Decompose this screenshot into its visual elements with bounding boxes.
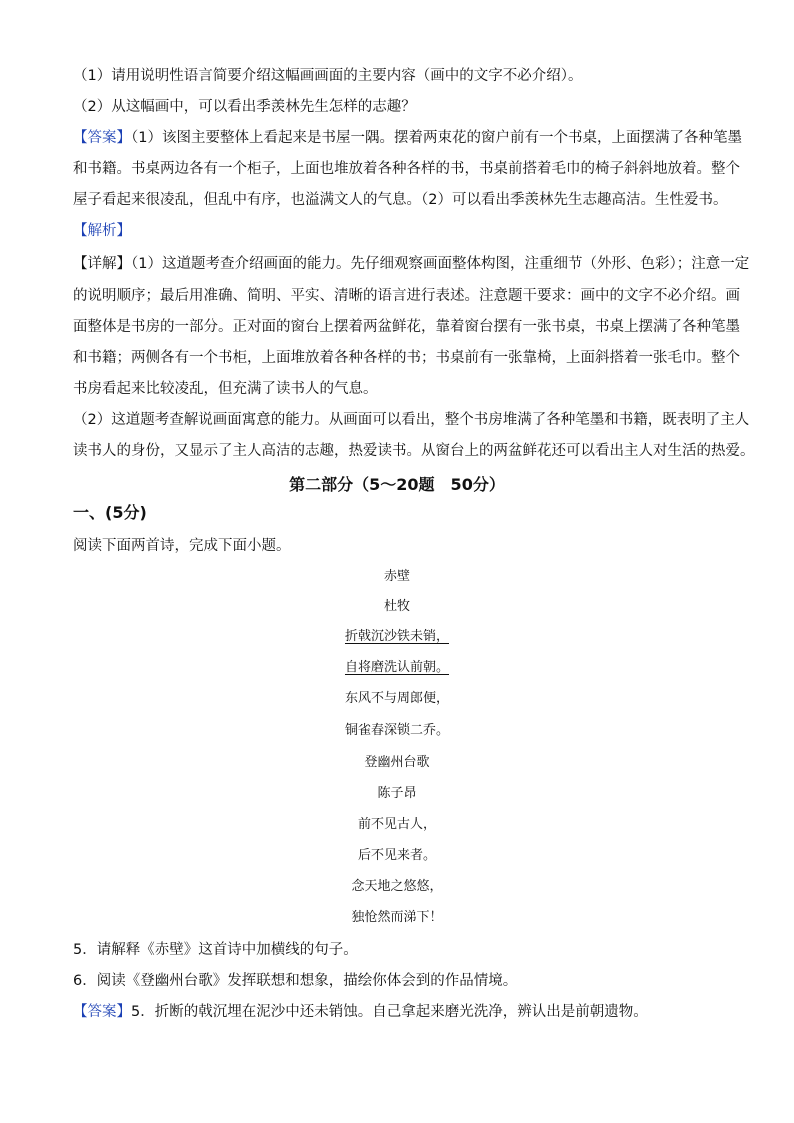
question-5: 5．请解释《赤壁》这首诗中加横线的句子。 [73,942,358,958]
answer-tag: 【答案】 [73,130,131,146]
answer-2-tag: 【答案】 [73,1004,131,1020]
poem2-line-1: 前不见古人， [357,817,436,832]
detail-line-7: 读书人的身份，又显示了主人高洁的志趣，热爱读书。从窗台上的两盆鲜花还可以看出主人对生活的热爱。 [73,443,755,459]
detail-tag: 【详解】 [73,256,131,272]
question-2: （2）从这幅画中，可以看出季羡林先生怎样的志趣？ [73,99,416,115]
answer-line-3: 屋子看起来很凌乱，但乱中有序，也溢满文人的气息。（2）可以看出季羡林先生志趣高洁。生性爱书。 [73,192,728,208]
answer-2-text: 5．折断的戟沉埋在泥沙中还未销蚀。自己拿起来磨光洗净，辨认出是前朝遗物。 [131,1004,648,1020]
detail-line-6: （2）这道题考查解说画面寓意的能力。从画面可以看出，整个书房堆满了各种笔墨和书籍，既表明了主人 [73,412,750,428]
poem2-line-2: 后不见来者。 [357,848,436,863]
poem1-title: 赤壁 [383,569,410,584]
poem1-line-1: 折戟沉沙铁未销， [344,629,449,644]
section-title: 一、(5分) [73,503,147,522]
analysis-tag: 【解析】 [73,223,131,239]
detail-line-5: 书房看起来比较凌乱，但充满了读书人的气息。 [73,381,378,397]
answer-line-2: 和书籍。书桌两边各有一个柜子，上面也堆放着各种各样的书，书桌前搭着毛巾的椅子斜斜地放着。整个 [73,161,740,177]
poem2-author: 陈子昂 [377,786,417,801]
detail-line-2: 的说明顺序；最后用准确、简明、平实、清晰的语言进行表述。注意题干要求：画中的文字不必介绍。画 [73,288,740,304]
answer-line-1 [73,128,742,148]
detail-line-3: 面整体是书房的一部分。正对面的窗台上摆着两盆鲜花，靠着窗台摆有一张书桌，书桌上摆满了各种笔墨 [73,319,740,335]
detail-line-4: 和书籍；两侧各有一个书柜，上面堆放着各种各样的书；书桌前有一张靠椅，上面斜搭着一张毛巾。整个 [73,350,740,366]
poem1-line-3: 东风不与周郎便， [344,691,449,706]
reading-instruction: 阅读下面两首诗，完成下面小题。 [73,538,291,554]
poem2-line-3: 念天地之悠悠， [351,879,443,894]
poem2-title: 登幽州台歌 [364,755,430,770]
poem1-line-2: 自将磨洗认前朝。 [344,660,449,675]
question-1: （1）请用说明性语言简要介绍这幅画画面的主要内容（画中的文字不必介绍）。 [73,68,583,84]
poem2-line-4: 独怆然而涕下！ [351,910,443,925]
poem1-line-4: 铜雀春深锁二乔。 [344,723,449,738]
answer-2-line [73,1002,733,1022]
part-heading: 第二部分（5～20题 50分） [289,475,505,494]
answer-text-1: （1）该图主要整体上看起来是书屋一隅。摆着两束花的窗户前有一个书桌，上面摆满了各种笔墨 [131,130,742,146]
poem1-author: 杜牧 [383,599,410,614]
detail-text-1: （1）这道题考查介绍画面的能力。先仔细观察画面整体构图，注重细节（外形、色彩）；注意一定 [131,256,750,272]
question-6: 6．阅读《登幽州台歌》发挥联想和想象，描绘你体会到的作品情境。 [73,973,518,989]
detail-line-1 [73,254,750,274]
